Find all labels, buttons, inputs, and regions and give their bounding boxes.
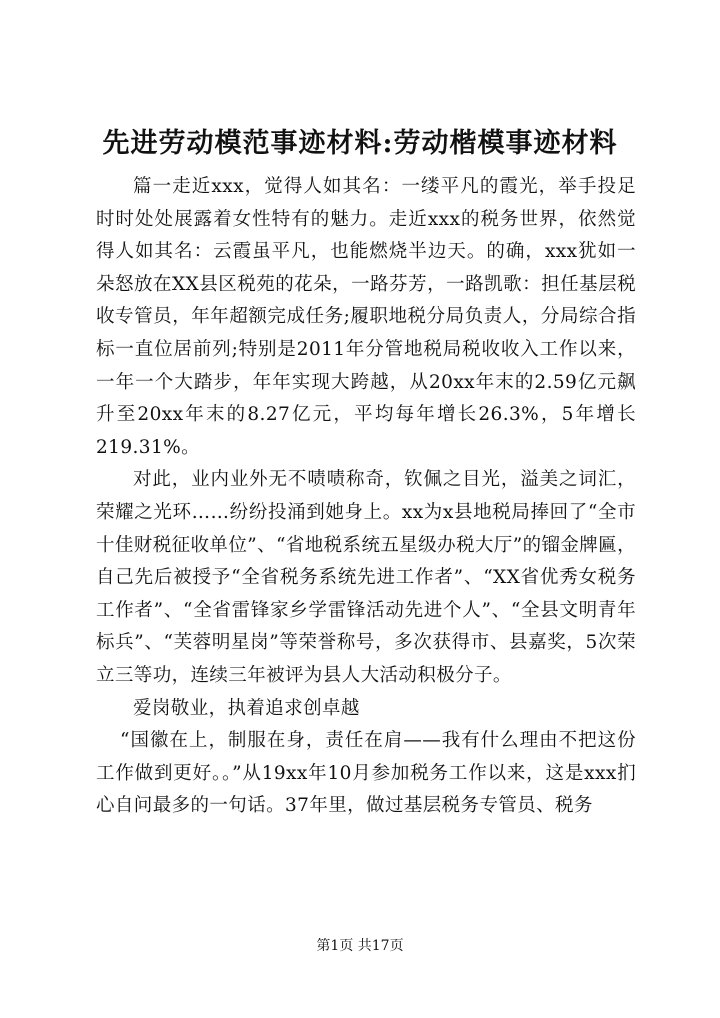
document-title: 先进劳动模范事迹材料:劳动楷模事迹材料 [102, 128, 618, 159]
paragraph-honors: 对此，业内业外无不啧啧称奇，钦佩之目光，溢美之词汇，荣耀之光环……纷纷投涌到她身上。xx为x县地税局捧回了“全市十佳财税征收单位”、“省地税系统五星级办税大厅”的镏金牌匾，自己先后被授予“全省税务系统先进工作者”、“XX省优秀女税务工作者”、“全省雷锋家乡学雷锋活动先进个人”、“全县文明青年标兵”、“芙蓉明星岗”等荣誉称号，多次获得市、县嘉奖，5次荣立三等功，连续三年被评为县人大活动积极分子。 [96, 469, 636, 686]
document-body [96, 171, 636, 823]
paragraph-quote: “国徽在上，制服在身，责任在肩——我有什么理由不把这份工作做到更好。。”从19xx年10月参加税务工作以来，这是xxx扪心自问最多的一句话。37年里，做过基层税务专管员、税务 [96, 730, 636, 817]
paragraph-intro: 篇一走近xxx，觉得人如其名：一缕平凡的霞光，举手投足时时处处展露着女性特有的魅力。走近xxx的税务世界，依然觉得人如其名：云霞虽平凡，也能燃烧半边天。的确，xxx犹如一朵怒放在XX县区税苑的花朵，一路芬芳，一路凯歌：担任基层税收专管员，年年超额完成任务;履职地税分局负责人，分局综合指标一直位居前列;特别是2011年分管地税局税收收入工作以来，一年一个大踏步，年年实现大跨越，从20xx年末的2.59亿元飙升至20xx年末的8.27亿元，平均每年增长26.3%，5年增长219.31%。 [96, 176, 636, 458]
section-heading: 爱岗敬业，执着追求创卓越 [133, 697, 360, 719]
page-number: 第1页 共17页 [316, 938, 404, 954]
